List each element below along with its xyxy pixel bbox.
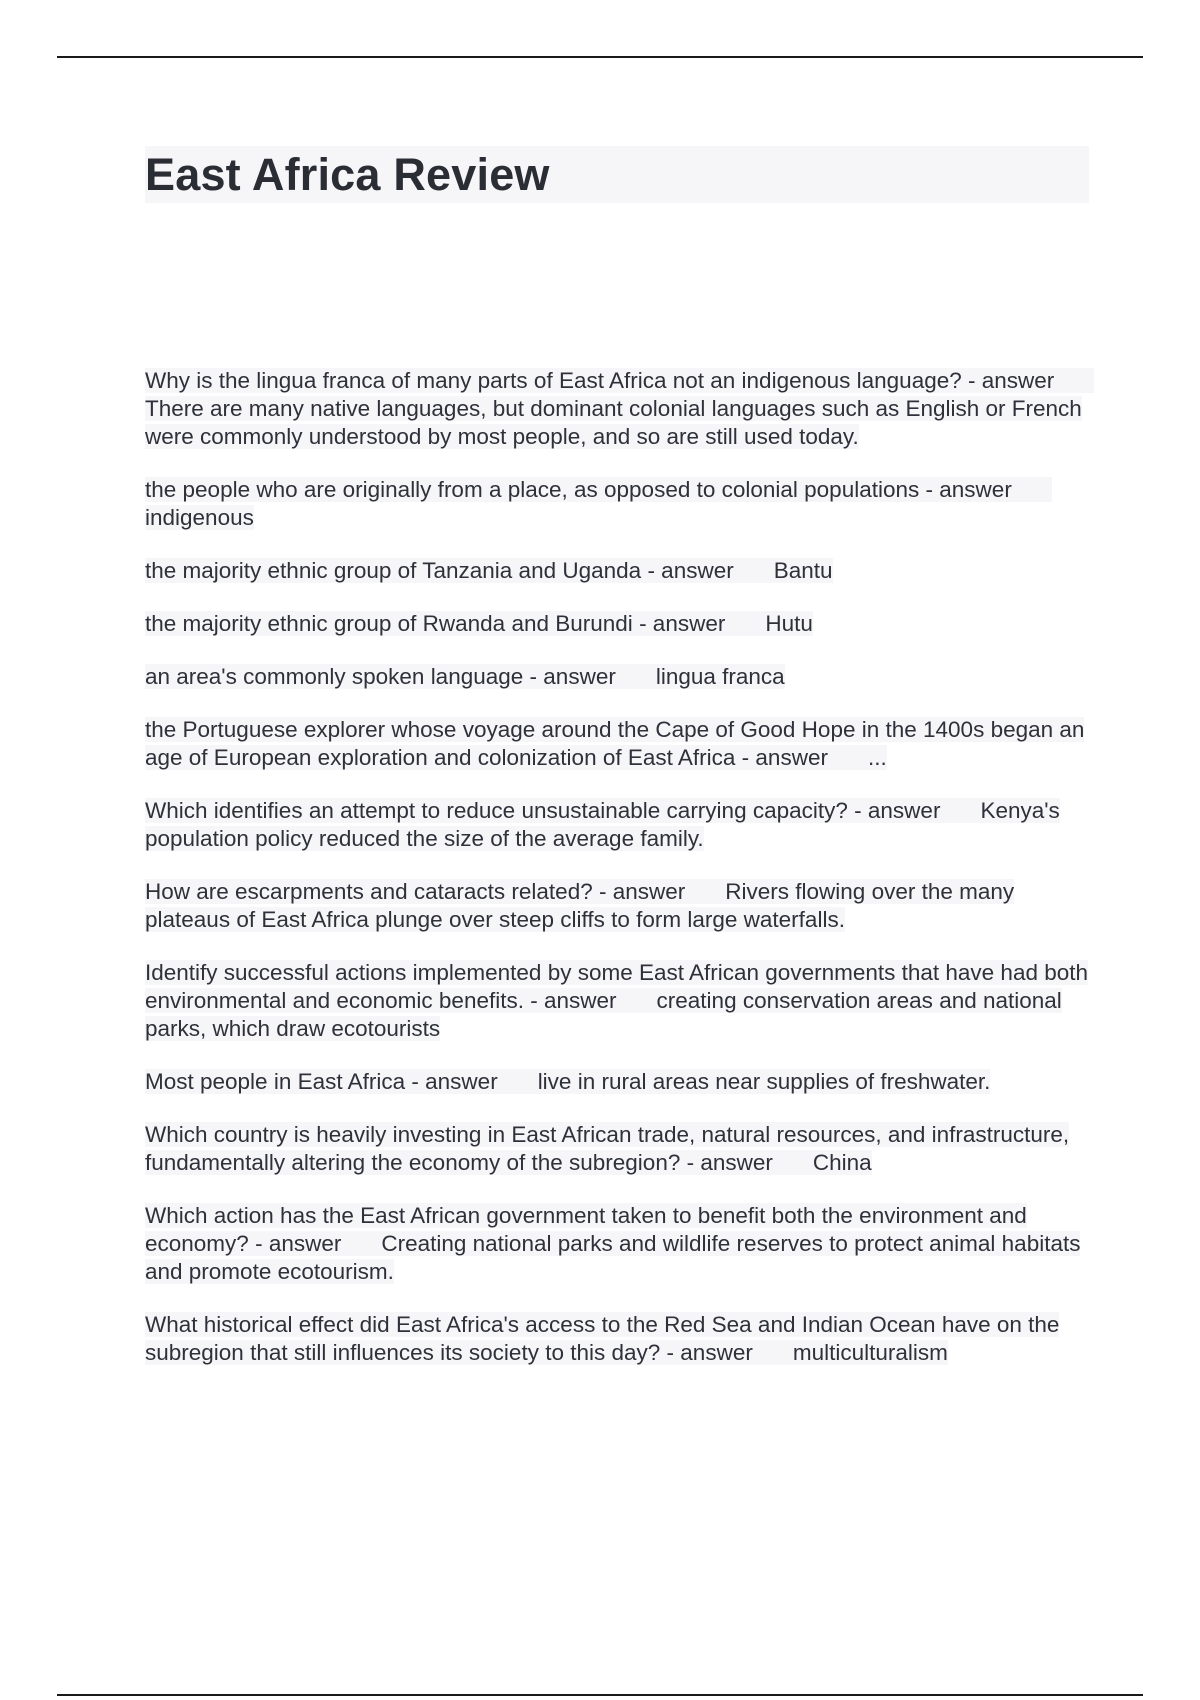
qa-item: [145, 476, 1105, 532]
page-title: East Africa Review: [145, 149, 550, 200]
qa-list: [145, 367, 1105, 1392]
answer-separator: - answer: [854, 798, 941, 823]
answer-text: China: [812, 1150, 872, 1175]
question-text: Identify successful actions implemented by some East African governments that have had both environmental and economic benefits.: [145, 960, 1089, 1013]
answer-text: multiculturalism: [792, 1340, 948, 1365]
question-text: Which action has the East African government taken to benefit both the environment and economy?: [145, 1203, 1027, 1256]
qa-item: [145, 878, 1105, 934]
qa-item: [145, 610, 1105, 638]
qa-item: [145, 1121, 1105, 1177]
answer-text: Hutu: [765, 611, 813, 636]
answer-text: Rivers flowing over the many plateaus of East Africa plunge over steep cliffs to form large waterfalls.: [145, 879, 1015, 932]
answer-separator: - answer: [741, 745, 828, 770]
question-text: the people who are originally from a place, as opposed to colonial populations: [145, 477, 920, 502]
answer-separator: - answer: [925, 477, 1012, 502]
qa-item: [145, 557, 1105, 585]
question-text: How are escarpments and cataracts related?: [145, 879, 593, 904]
answer-separator: - answer: [529, 664, 616, 689]
qa-item: [145, 797, 1105, 853]
answer-text: creating conservation areas and national parks, which draw ecotourists: [145, 988, 1062, 1041]
answer-text: There are many native languages, but dominant colonial languages such as English or French were commonly understood by most people, and so are still used today.: [145, 396, 1082, 449]
qa-item: [145, 1311, 1105, 1367]
qa-item: [145, 663, 1105, 691]
qa-item: [145, 1202, 1105, 1286]
answer-separator: - answer: [639, 611, 726, 636]
question-text: Why is the lingua franca of many parts of East Africa not an indigenous language?: [145, 368, 962, 393]
question-text: What historical effect did East Africa's access to the Red Sea and Indian Ocean have on the subregion that still influences its society to this day?: [145, 1312, 1060, 1365]
answer-separator: - answer: [647, 558, 734, 583]
question-text: the majority ethnic group of Tanzania and Uganda: [145, 558, 642, 583]
question-text: Which country is heavily investing in East African trade, natural resources, and infrastructure, fundamentally altering the economy of the subregion?: [145, 1122, 1070, 1175]
question-text: Most people in East Africa: [145, 1069, 406, 1094]
answer-text: lingua franca: [655, 664, 785, 689]
qa-item: [145, 1068, 1105, 1096]
answer-separator: - answer: [968, 368, 1055, 393]
answer-text: ...: [867, 745, 887, 770]
answer-text: Creating national parks and wildlife reserves to protect animal habitats and promote ecotourism.: [145, 1231, 1081, 1284]
question-text: Which identifies an attempt to reduce unsustainable carrying capacity?: [145, 798, 848, 823]
question-text: the Portuguese explorer whose voyage around the Cape of Good Hope in the 1400s began an age of European exploration and colonization of East Africa: [145, 717, 1085, 770]
answer-separator: - answer: [255, 1231, 342, 1256]
answer-text: indigenous: [145, 505, 254, 530]
answer-separator: - answer: [530, 988, 617, 1013]
qa-item: [145, 716, 1105, 772]
question-text: the majority ethnic group of Rwanda and Burundi: [145, 611, 633, 636]
question-text: an area's commonly spoken language: [145, 664, 524, 689]
answer-separator: - answer: [686, 1150, 773, 1175]
answer-text: live in rural areas near supplies of freshwater.: [537, 1069, 991, 1094]
answer-text: Bantu: [773, 558, 833, 583]
qa-item: [145, 959, 1105, 1043]
answer-text: Kenya's population policy reduced the size of the average family.: [145, 798, 1060, 851]
answer-separator: - answer: [666, 1340, 753, 1365]
qa-item: [145, 367, 1105, 451]
answer-separator: - answer: [599, 879, 686, 904]
bottom-rule: [57, 1694, 1143, 1696]
answer-separator: - answer: [411, 1069, 498, 1094]
top-rule: [57, 56, 1143, 58]
